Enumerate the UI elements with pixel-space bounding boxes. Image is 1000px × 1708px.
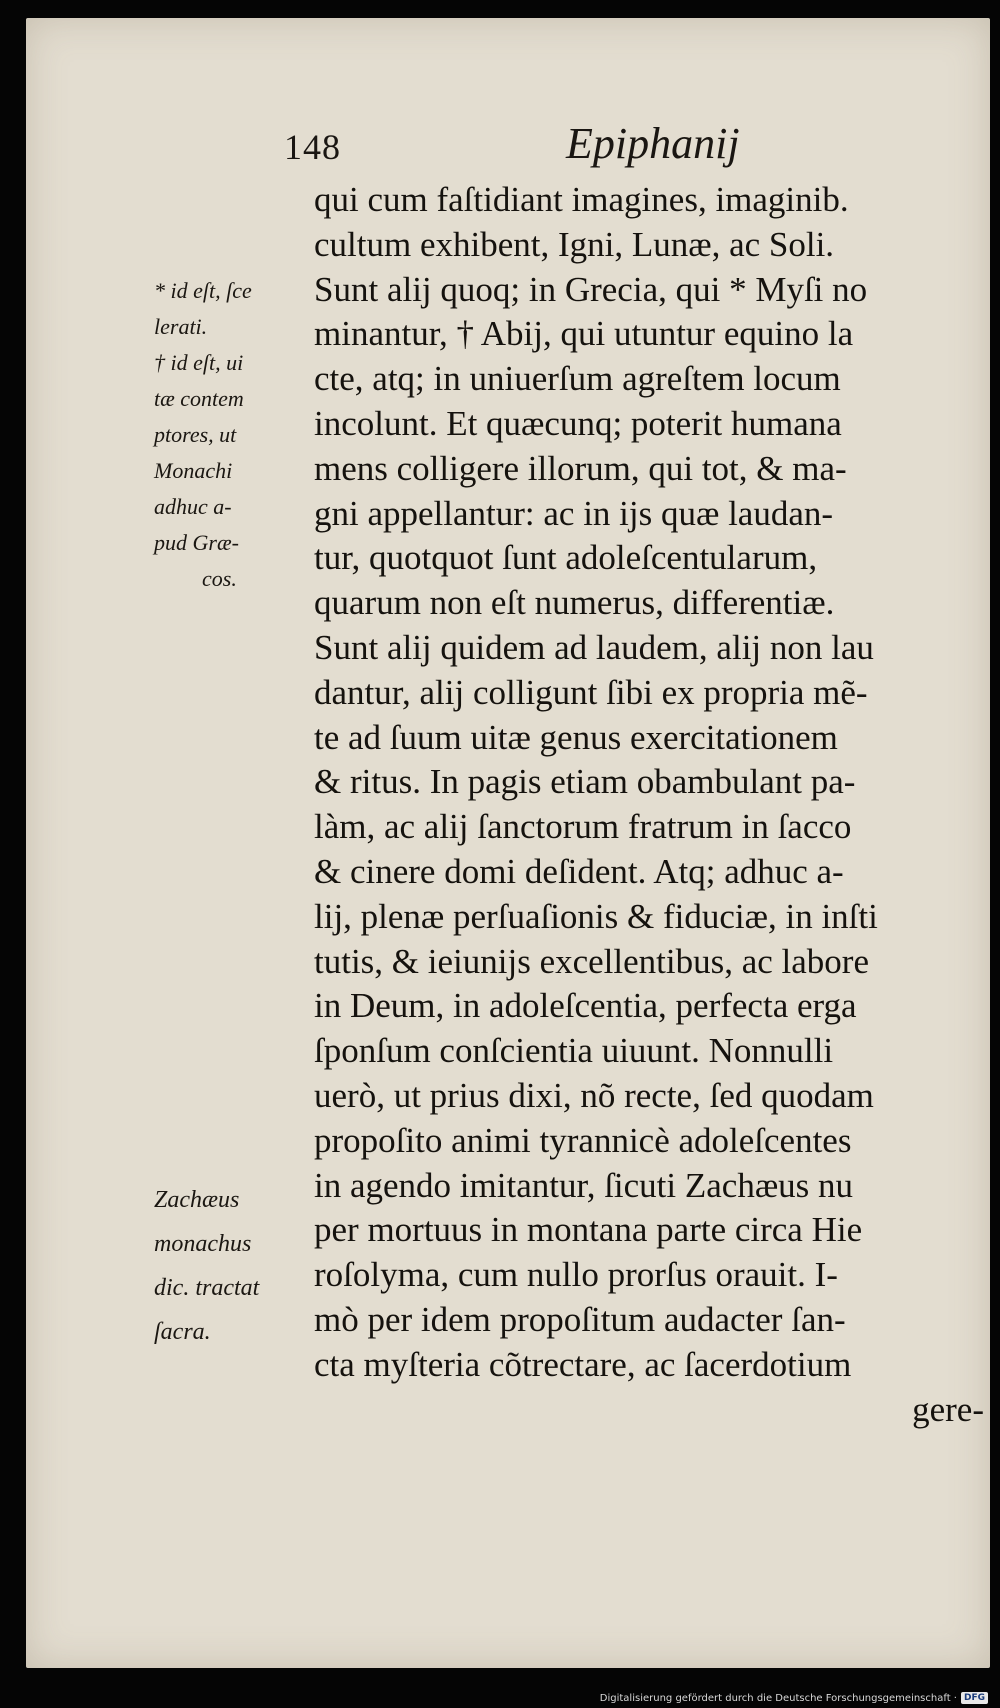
- text-line: minantur, † Abij, qui utuntur equino la: [314, 314, 854, 354]
- page-number: 148: [284, 127, 341, 167]
- text-line: ſponſum conſcientia uiuunt. Nonnulli: [314, 1031, 834, 1071]
- text-line: quarum non eſt numerus, differentiæ.: [314, 583, 835, 623]
- margin-note-line: tæ contem: [154, 386, 244, 411]
- margin-note-line: pud Græ-: [154, 530, 239, 555]
- dfg-logo-icon: DFG: [961, 1692, 988, 1704]
- margin-note-line: monachus: [154, 1231, 252, 1257]
- text-line: lij, plenæ perſuaſionis & fiduciæ, in inſti: [314, 896, 878, 936]
- text-line: mò per idem propoſitum audacter ſan-: [314, 1299, 846, 1339]
- margin-note-line: Zachæus: [154, 1187, 240, 1213]
- text-line: Sunt alij quidem ad laudem, alij non lau: [314, 627, 874, 667]
- margin-note-line: Monachi: [154, 458, 233, 483]
- catchword: gere-: [912, 1389, 984, 1429]
- margin-note-line: † id eſt, ui: [154, 350, 244, 375]
- text-line: tutis, & ieiunijs excellentibus, ac labore: [314, 941, 869, 981]
- book-page: [26, 18, 990, 1668]
- text-line: tur, quotquot ſunt adoleſcentularum,: [314, 538, 818, 578]
- margin-note-zachaeus: [154, 1178, 314, 1354]
- margin-note-line: dic. tractat: [154, 1275, 260, 1301]
- margin-note-line: ptores, ut: [154, 422, 237, 447]
- text-line: qui cum faſtidiant imagines, imaginib.: [314, 180, 849, 219]
- margin-note-line: * id eſt, ſce: [154, 278, 252, 303]
- text-line: te ad ſuum uitæ genus exercitationem: [314, 717, 838, 757]
- text-line: Sunt alij quoq; in Grecia, qui * Myſi no: [314, 269, 868, 309]
- text-line: gni appellantur: ac in ijs quæ laudan-: [314, 493, 834, 533]
- text-line: & cinere domi deſident. Atq; adhuc a-: [314, 851, 844, 891]
- text-line: roſolyma, cum nullo prorſus orauit. I-: [314, 1255, 838, 1295]
- text-line: mens colligere illorum, qui tot, & ma-: [314, 448, 847, 488]
- text-line: uerò, ut prius dixi, nõ recte, ſed quodam: [314, 1075, 874, 1115]
- margin-note-line: cos.: [202, 566, 237, 591]
- text-line: incolunt. Et quæcunq; poterit humana: [314, 403, 842, 443]
- margin-note-line: lerati.: [154, 314, 208, 339]
- text-line: & ritus. In pagis etiam obambulant pa-: [314, 762, 856, 802]
- text-line: propoſito animi tyrannicè adoleſcentes: [314, 1120, 852, 1160]
- running-head: Epiphanij: [566, 119, 740, 168]
- text-line: cte, atq; in uniuerſum agreſtem locum: [314, 359, 841, 399]
- text-line: cta myſteria cõtrectare, ac ſacerdotium: [314, 1344, 852, 1384]
- margin-note-line: ſacra.: [154, 1319, 211, 1345]
- credit-text: Digitalisierung gefördert durch die Deutsche Forschungsgemeinschaft ·: [599, 1692, 957, 1704]
- margin-note-glosses: [154, 273, 314, 597]
- text-line: dantur, alij colligunt ſibi ex propria mẽ-: [314, 672, 868, 712]
- text-line: cultum exhibent, Igni, Lunæ, ac Soli.: [314, 224, 835, 264]
- text-line: làm, ac alij ſanctorum fratrum in ſacco: [314, 807, 852, 847]
- margin-note-line: adhuc a-: [154, 494, 232, 519]
- main-text: [314, 178, 984, 1432]
- digitization-credit: [600, 1692, 988, 1704]
- text-line: in Deum, in adoleſcentia, perfecta erga: [314, 986, 857, 1026]
- text-line: per mortuus in montana parte circa Hie: [314, 1210, 863, 1250]
- text-line: in agendo imitantur, ſicuti Zachæus nu: [314, 1165, 854, 1205]
